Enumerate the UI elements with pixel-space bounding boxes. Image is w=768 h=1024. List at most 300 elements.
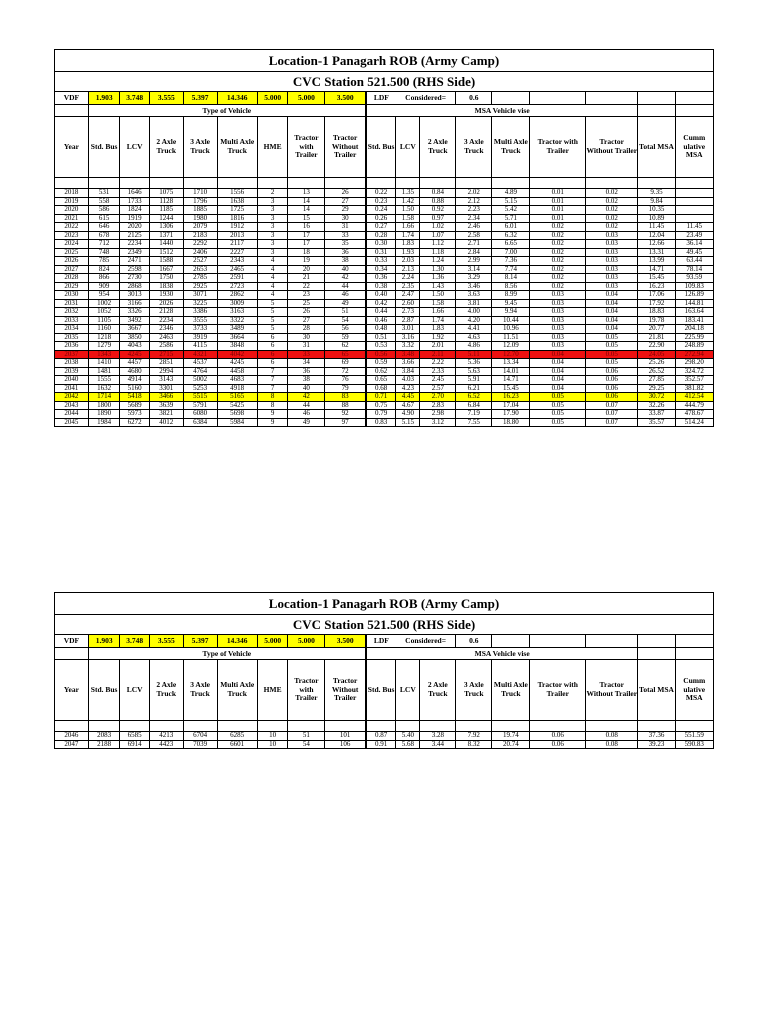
cumulative-msa-cell: 78.14	[675, 265, 713, 274]
vehicle-count-cell: 9	[257, 410, 288, 419]
vehicle-count-cell: 1556	[217, 189, 257, 198]
msa-value-cell: 0.04	[586, 291, 638, 300]
vehicle-count-cell: 1306	[149, 223, 183, 232]
msa-value-cell: 0.06	[586, 376, 638, 385]
msa-value-cell: 3.01	[396, 325, 420, 334]
msa-value-cell: 2.83	[420, 401, 456, 410]
msa-value-cell: 7.92	[456, 732, 492, 741]
msa-value-cell: 2.02	[456, 189, 492, 198]
msa-value-cell: 9.45	[492, 299, 530, 308]
vehicle-count-cell: 2406	[183, 248, 217, 257]
msa-value-cell: 0.75	[366, 401, 395, 410]
msa-value-cell: 0.38	[366, 282, 395, 291]
msa-value-cell: 0.03	[530, 316, 586, 325]
vehicle-count-cell: 5984	[217, 418, 257, 427]
msa-value-cell: 3.14	[456, 265, 492, 274]
msa-value-cell: 2.23	[456, 206, 492, 215]
msa-column-header: Std. Bus	[366, 117, 395, 178]
vehicle-count-cell: 4914	[120, 376, 149, 385]
traffic-msa-table-1	[54, 49, 714, 427]
vehicle-count-cell: 56	[325, 325, 365, 334]
total-msa-cell: 10.89	[638, 214, 675, 223]
vdf-value: 3.555	[149, 635, 183, 648]
vehicle-count-cell: 5165	[217, 393, 257, 402]
msa-value-cell: 2.45	[420, 376, 456, 385]
vehicle-count-cell: 3326	[120, 308, 149, 317]
total-msa-cell: 26.52	[638, 367, 675, 376]
total-msa-cell: 11.45	[638, 223, 675, 232]
msa-value-cell: 5.63	[456, 367, 492, 376]
year-cell: 2025	[55, 248, 89, 257]
vehicle-count-cell: 3821	[149, 410, 183, 419]
empty-cell	[396, 178, 420, 189]
table-subtitle: CVC Station 521.500 (RHS Side)	[55, 72, 714, 92]
msa-value-cell: 2.71	[456, 240, 492, 249]
empty-cell	[217, 178, 257, 189]
vehicle-count-cell: 4458	[217, 367, 257, 376]
cumulative-msa-cell: 352.57	[675, 376, 713, 385]
vehicle-count-cell: 4423	[149, 740, 183, 749]
vehicle-count-cell: 6601	[217, 740, 257, 749]
vehicle-count-cell: 1218	[88, 333, 120, 342]
year-cell: 2028	[55, 274, 89, 283]
subtitle-row	[55, 72, 714, 92]
msa-value-cell: 0.02	[530, 274, 586, 283]
msa-value-cell: 16.23	[492, 393, 530, 402]
msa-value-cell: 3.84	[396, 367, 420, 376]
vehicle-count-cell: 22	[288, 282, 325, 291]
year-cell: 2033	[55, 316, 89, 325]
vehicle-count-cell: 38	[325, 257, 365, 266]
vehicle-count-cell: 3322	[217, 316, 257, 325]
msa-value-cell: 0.42	[366, 299, 395, 308]
vehicle-count-cell: 1371	[149, 231, 183, 240]
vehicle-count-cell: 824	[88, 265, 120, 274]
vehicle-count-cell: 3	[257, 240, 288, 249]
vehicle-count-cell: 106	[325, 740, 365, 749]
msa-value-cell: 0.02	[586, 223, 638, 232]
vehicle-count-cell: 26	[288, 308, 325, 317]
year-header: Year	[55, 660, 89, 721]
cumulative-msa-cell: 11.45	[675, 223, 713, 232]
vehicle-count-cell: 5002	[183, 376, 217, 385]
year-cell: 2036	[55, 342, 89, 351]
vehicle-count-cell: 2079	[183, 223, 217, 232]
msa-value-cell: 8.32	[456, 740, 492, 749]
cumulative-msa-cell: 381.82	[675, 384, 713, 393]
msa-value-cell: 1.74	[396, 231, 420, 240]
cumulative-msa-cell: 551.59	[675, 732, 713, 741]
table-row	[55, 342, 714, 351]
msa-value-cell: 0.53	[366, 342, 395, 351]
vehicle-count-cell: 2188	[88, 740, 120, 749]
msa-value-cell: 0.03	[530, 325, 586, 334]
vehicle-count-cell: 2117	[217, 240, 257, 249]
vehicle-count-cell: 1052	[88, 308, 120, 317]
msa-value-cell: 0.03	[586, 265, 638, 274]
msa-value-cell: 2.98	[420, 410, 456, 419]
msa-value-cell: 1.12	[420, 240, 456, 249]
empty-cell	[638, 105, 675, 117]
vdf-value: 5.000	[288, 635, 325, 648]
vdf-value: 5.397	[183, 635, 217, 648]
vehicle-count-cell: 1410	[88, 359, 120, 368]
vehicle-count-cell: 5973	[120, 410, 149, 419]
msa-value-cell: 0.46	[366, 316, 395, 325]
total-msa-cell: 35.57	[638, 418, 675, 427]
vehicle-column-header: Tractor Without Trailer	[325, 660, 365, 721]
msa-value-cell: 2.99	[456, 257, 492, 266]
vehicle-count-cell: 3850	[120, 333, 149, 342]
empty-cell	[420, 721, 456, 732]
cumulative-msa-cell: 163.64	[675, 308, 713, 317]
table-row	[55, 740, 714, 749]
vehicle-count-cell: 19	[288, 257, 325, 266]
msa-value-cell: 0.34	[366, 265, 395, 274]
vehicle-count-cell: 615	[88, 214, 120, 223]
vehicle-count-cell: 2	[257, 189, 288, 198]
vehicle-count-cell: 4	[257, 291, 288, 300]
msa-value-cell: 0.02	[530, 257, 586, 266]
vehicle-count-cell: 1725	[217, 206, 257, 215]
vehicle-count-cell: 9	[257, 418, 288, 427]
msa-value-cell: 0.06	[530, 740, 586, 749]
msa-value-cell: 0.51	[366, 333, 395, 342]
msa-value-cell: 1.92	[420, 333, 456, 342]
total-msa-header: Total MSA	[638, 117, 675, 178]
type-of-vehicle-header: Type of Vehicle	[88, 648, 365, 660]
table-row	[55, 223, 714, 232]
vehicle-count-cell: 5515	[183, 393, 217, 402]
msa-value-cell: 5.11	[456, 350, 492, 359]
vehicle-column-header: Multi Axle Truck	[217, 660, 257, 721]
total-msa-cell: 33.87	[638, 410, 675, 419]
msa-value-cell: 0.02	[530, 248, 586, 257]
year-cell: 2043	[55, 401, 89, 410]
ldf-label: LDF	[366, 635, 395, 648]
year-cell: 2024	[55, 240, 89, 249]
msa-value-cell: 0.26	[366, 214, 395, 223]
vehicle-count-cell: 3166	[120, 299, 149, 308]
vehicle-count-cell: 646	[88, 223, 120, 232]
msa-value-cell: 0.02	[586, 206, 638, 215]
vdf-value: 14.346	[217, 635, 257, 648]
title-row	[55, 593, 714, 615]
total-msa-cell: 25.26	[638, 359, 675, 368]
msa-value-cell: 5.91	[456, 376, 492, 385]
vehicle-count-cell: 6	[257, 342, 288, 351]
vehicle-count-cell: 3163	[217, 308, 257, 317]
vdf-label: VDF	[55, 92, 89, 105]
vehicle-count-cell: 4321	[183, 350, 217, 359]
vehicle-count-cell: 2292	[183, 240, 217, 249]
msa-value-cell: 0.44	[366, 308, 395, 317]
empty-cell	[55, 648, 89, 660]
total-msa-cell: 12.04	[638, 231, 675, 240]
cumulative-msa-cell: 144.81	[675, 299, 713, 308]
msa-value-cell: 2.57	[420, 384, 456, 393]
vehicle-count-cell: 1244	[149, 214, 183, 223]
msa-value-cell: 0.05	[586, 359, 638, 368]
vehicle-count-cell: 1481	[88, 367, 120, 376]
vehicle-column-header: Tractor Without Trailer	[325, 117, 365, 178]
empty-cell	[586, 178, 638, 189]
vehicle-count-cell: 1984	[88, 418, 120, 427]
year-cell: 2035	[55, 333, 89, 342]
vehicle-count-cell: 2591	[217, 274, 257, 283]
year-cell: 2022	[55, 223, 89, 232]
vehicle-count-cell: 1912	[217, 223, 257, 232]
msa-value-cell: 4.03	[396, 376, 420, 385]
msa-value-cell: 0.05	[530, 418, 586, 427]
table-row	[55, 384, 714, 393]
cumulative-msa-cell	[675, 214, 713, 223]
msa-value-cell: 0.06	[530, 732, 586, 741]
vehicle-count-cell: 1667	[149, 265, 183, 274]
cumulative-msa-cell: 590.83	[675, 740, 713, 749]
total-msa-cell: 19.78	[638, 316, 675, 325]
vehicle-count-cell: 7	[257, 367, 288, 376]
total-msa-cell: 9.84	[638, 197, 675, 206]
year-cell: 2027	[55, 265, 89, 274]
vehicle-column-header: LCV	[120, 117, 149, 178]
vehicle-count-cell: 14	[288, 197, 325, 206]
vehicle-count-cell: 30	[325, 214, 365, 223]
vehicle-count-cell: 3848	[217, 342, 257, 351]
msa-value-cell: 0.04	[586, 325, 638, 334]
msa-value-cell: 1.66	[420, 308, 456, 317]
vehicle-count-cell: 3733	[183, 325, 217, 334]
msa-value-cell: 2.34	[456, 214, 492, 223]
empty-cell	[530, 635, 586, 648]
total-msa-cell: 29.25	[638, 384, 675, 393]
vehicle-count-cell: 27	[325, 197, 365, 206]
msa-value-cell: 10.96	[492, 325, 530, 334]
msa-value-cell: 0.27	[366, 223, 395, 232]
msa-value-cell: 0.88	[420, 197, 456, 206]
vehicle-count-cell: 5791	[183, 401, 217, 410]
msa-value-cell: 3.63	[456, 291, 492, 300]
vehicle-count-cell: 5	[257, 299, 288, 308]
empty-cell	[586, 92, 638, 105]
vehicle-count-cell: 4537	[183, 359, 217, 368]
vehicle-count-cell: 69	[325, 359, 365, 368]
vehicle-column-header: 3 Axle Truck	[183, 117, 217, 178]
vehicle-count-cell: 3225	[183, 299, 217, 308]
msa-value-cell: 2.01	[420, 342, 456, 351]
vehicle-count-cell: 6	[257, 359, 288, 368]
msa-value-cell: 8.56	[492, 282, 530, 291]
vehicle-count-cell: 21	[288, 274, 325, 283]
msa-column-header: Tractor with Trailer	[530, 660, 586, 721]
msa-value-cell: 3.28	[420, 732, 456, 741]
msa-value-cell: 8.99	[492, 291, 530, 300]
vdf-value: 1.903	[88, 635, 120, 648]
vehicle-count-cell: 34	[288, 359, 325, 368]
cumulative-msa-cell: 126.89	[675, 291, 713, 300]
msa-value-cell: 9.94	[492, 308, 530, 317]
msa-value-cell: 0.02	[586, 189, 638, 198]
msa-value-cell: 0.07	[586, 418, 638, 427]
msa-value-cell: 6.21	[456, 384, 492, 393]
vehicle-count-cell: 76	[325, 376, 365, 385]
msa-value-cell: 1.43	[420, 282, 456, 291]
total-msa-cell: 24.05	[638, 350, 675, 359]
vehicle-count-cell: 2730	[120, 274, 149, 283]
vehicle-count-cell: 65	[325, 350, 365, 359]
vehicle-count-cell: 3013	[120, 291, 149, 300]
vehicle-count-cell: 4213	[149, 732, 183, 741]
msa-value-cell: 0.04	[530, 350, 586, 359]
msa-value-cell: 0.02	[530, 231, 586, 240]
vehicle-count-cell: 28	[288, 325, 325, 334]
vehicle-count-cell: 36	[288, 367, 325, 376]
vehicle-count-cell: 17	[288, 231, 325, 240]
msa-value-cell: 3.66	[396, 359, 420, 368]
vehicle-count-cell: 3667	[120, 325, 149, 334]
vehicle-count-cell: 18	[288, 248, 325, 257]
vehicle-count-cell: 1105	[88, 316, 120, 325]
vehicle-count-cell: 712	[88, 240, 120, 249]
msa-value-cell: 0.04	[586, 299, 638, 308]
vehicle-column-header: LCV	[120, 660, 149, 721]
vehicle-count-cell: 36	[325, 248, 365, 257]
vehicle-count-cell: 2862	[217, 291, 257, 300]
vehicle-count-cell: 2851	[149, 359, 183, 368]
msa-value-cell: 12.70	[492, 350, 530, 359]
table-row	[55, 316, 714, 325]
msa-column-header: Tractor with Trailer	[530, 117, 586, 178]
vdf-row	[55, 92, 714, 105]
table-row	[55, 291, 714, 300]
vehicle-count-cell: 46	[325, 291, 365, 300]
year-cell: 2020	[55, 206, 89, 215]
vdf-value: 3.555	[149, 92, 183, 105]
msa-value-cell: 0.48	[366, 325, 395, 334]
msa-value-cell: 1.83	[396, 240, 420, 249]
msa-value-cell: 0.65	[366, 376, 395, 385]
msa-value-cell: 4.67	[396, 401, 420, 410]
total-msa-cell: 13.31	[638, 248, 675, 257]
vehicle-count-cell: 7039	[183, 740, 217, 749]
msa-column-header: Tractor Without Trailer	[586, 660, 638, 721]
empty-cell	[396, 721, 420, 732]
msa-value-cell: 1.66	[396, 223, 420, 232]
msa-value-cell: 0.04	[530, 359, 586, 368]
vehicle-count-cell: 5	[257, 308, 288, 317]
vehicle-count-cell: 20	[288, 265, 325, 274]
empty-cell	[88, 721, 120, 732]
vehicle-count-cell: 2465	[217, 265, 257, 274]
considered-label: Considered=	[396, 635, 456, 648]
msa-value-cell: 2.70	[420, 393, 456, 402]
msa-value-cell: 5.42	[492, 206, 530, 215]
vehicle-count-cell: 3664	[217, 333, 257, 342]
year-header: Year	[55, 117, 89, 178]
msa-value-cell: 0.03	[530, 342, 586, 351]
msa-value-cell: 0.06	[586, 367, 638, 376]
vehicle-count-cell: 6080	[183, 410, 217, 419]
vehicle-count-cell: 4683	[217, 376, 257, 385]
msa-value-cell: 0.30	[366, 240, 395, 249]
vdf-value: 3.500	[325, 92, 365, 105]
vehicle-count-cell: 1919	[120, 214, 149, 223]
msa-value-cell: 0.83	[366, 418, 395, 427]
vehicle-count-cell: 2723	[217, 282, 257, 291]
cumulative-msa-cell: 93.59	[675, 274, 713, 283]
msa-value-cell: 1.02	[420, 223, 456, 232]
msa-value-cell: 2.13	[396, 265, 420, 274]
vehicle-count-cell: 1160	[88, 325, 120, 334]
table-row	[55, 418, 714, 427]
total-msa-cell: 20.77	[638, 325, 675, 334]
vehicle-count-cell: 1185	[149, 206, 183, 215]
vehicle-count-cell: 4115	[183, 342, 217, 351]
cumulative-msa-cell: 23.49	[675, 231, 713, 240]
msa-value-cell: 0.23	[366, 197, 395, 206]
msa-value-cell: 0.24	[366, 206, 395, 215]
cumulative-msa-cell: 478.67	[675, 410, 713, 419]
msa-column-header: Multi Axle Truck	[492, 660, 530, 721]
empty-cell	[456, 178, 492, 189]
year-cell: 2046	[55, 732, 89, 741]
vehicle-count-cell: 1890	[88, 410, 120, 419]
vehicle-count-cell: 54	[325, 316, 365, 325]
vehicle-count-cell: 1075	[149, 189, 183, 198]
vehicle-count-cell: 51	[325, 308, 365, 317]
table-row	[55, 350, 714, 359]
vehicle-count-cell: 2343	[217, 257, 257, 266]
vehicle-count-cell: 5698	[217, 410, 257, 419]
msa-value-cell: 14.71	[492, 376, 530, 385]
vehicle-count-cell: 4764	[183, 367, 217, 376]
msa-value-cell: 10.44	[492, 316, 530, 325]
vehicle-count-cell: 1824	[120, 206, 149, 215]
vehicle-count-cell: 2128	[149, 308, 183, 317]
empty-cell	[492, 92, 530, 105]
blank-row	[55, 178, 714, 189]
msa-value-cell: 0.02	[530, 282, 586, 291]
vehicle-count-cell: 7	[257, 376, 288, 385]
vehicle-count-cell: 5253	[183, 384, 217, 393]
empty-cell	[638, 635, 675, 648]
msa-value-cell: 0.05	[530, 401, 586, 410]
table-subtitle: CVC Station 521.500 (RHS Side)	[55, 615, 714, 635]
cumulative-msa-cell: 225.99	[675, 333, 713, 342]
msa-value-cell: 12.09	[492, 342, 530, 351]
total-msa-cell: 21.81	[638, 333, 675, 342]
title-row	[55, 50, 714, 72]
empty-cell	[55, 721, 89, 732]
vehicle-count-cell: 6285	[217, 732, 257, 741]
considered-label: Considered=	[396, 92, 456, 105]
msa-value-cell: 0.06	[586, 393, 638, 402]
year-cell: 2026	[55, 257, 89, 266]
vehicle-count-cell: 6	[257, 350, 288, 359]
msa-value-cell: 5.15	[492, 197, 530, 206]
msa-value-cell: 0.28	[366, 231, 395, 240]
vehicle-count-cell: 1555	[88, 376, 120, 385]
empty-cell	[325, 721, 365, 732]
msa-value-cell: 5.36	[456, 359, 492, 368]
msa-value-cell: 0.92	[420, 206, 456, 215]
msa-value-cell: 18.80	[492, 418, 530, 427]
vdf-value: 14.346	[217, 92, 257, 105]
msa-value-cell: 2.58	[456, 231, 492, 240]
total-msa-cell: 27.85	[638, 376, 675, 385]
empty-cell	[675, 648, 713, 660]
year-cell: 2032	[55, 308, 89, 317]
